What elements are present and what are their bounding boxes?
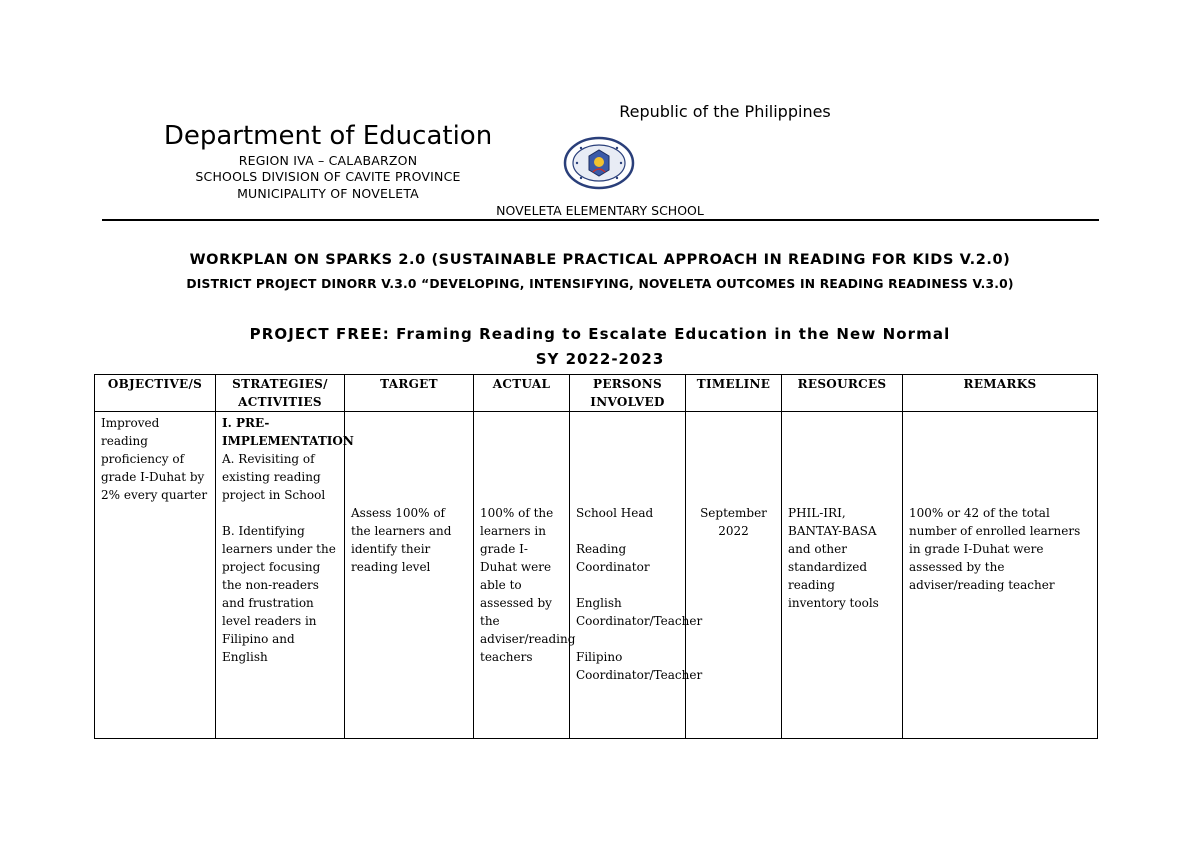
person-item: Filipino Coordinator/Teacher bbox=[576, 650, 703, 682]
actual-text: 100% of the learners in grade I-Duhat were able to assessed by the adviser/reading teachers bbox=[480, 506, 576, 664]
region-label: REGION IVA – CALABARZON bbox=[238, 153, 418, 168]
table-row bbox=[95, 412, 1098, 739]
target-text: Assess 100% of the learners and identify their reading level bbox=[351, 506, 452, 574]
school-year: SY 2022-2023 bbox=[535, 350, 665, 368]
table-header-row bbox=[95, 375, 1098, 412]
cell-objective: Improved reading proficiency of grade I-Duhat by 2% every quarter bbox=[95, 412, 216, 739]
header-objective: OBJECTIVE/S bbox=[95, 375, 216, 412]
header-timeline: TIMELINE bbox=[686, 375, 782, 412]
header-remarks: REMARKS bbox=[903, 375, 1098, 412]
header-strategies: STRATEGIES/ ACTIVITIES bbox=[216, 375, 345, 412]
person-item: English Coordinator/Teacher bbox=[576, 596, 703, 628]
header-resources: RESOURCES bbox=[782, 375, 903, 412]
header-divider bbox=[102, 219, 1099, 221]
republic-label: Republic of the Philippines bbox=[619, 102, 831, 121]
header-actual: ACTUAL bbox=[474, 375, 570, 412]
person-item: Reading Coordinator bbox=[576, 542, 650, 574]
district-project-title: DISTRICT PROJECT DINORR V.3.0 “DEVELOPING, INTENSIFYING, NOVELETA OUTCOMES IN READING READINESS V.3.0) bbox=[186, 277, 1014, 291]
cell-persons bbox=[570, 412, 703, 739]
strategy-heading: I. PRE-IMPLEMENTATION bbox=[222, 416, 354, 448]
cell-resources bbox=[782, 412, 903, 739]
header-target: TARGET bbox=[345, 375, 474, 412]
strategy-a: A. Revisiting of existing reading project in School bbox=[222, 452, 326, 502]
resources-text: PHIL-IRI, BANTAY-BASA and other standardized reading inventory tools bbox=[788, 506, 879, 610]
cell-remarks bbox=[903, 412, 1098, 739]
cell-actual bbox=[474, 412, 576, 739]
school-name: NOVELETA ELEMENTARY SCHOOL bbox=[496, 203, 704, 218]
cell-timeline bbox=[686, 412, 782, 739]
header-persons: PERSONS INVOLVED bbox=[570, 375, 686, 412]
cell-target bbox=[345, 412, 474, 739]
person-item: School Head bbox=[576, 506, 654, 520]
strategy-b: B. Identifying learners under the project focusing the non-readers and frustration level readers in Filipino and English bbox=[222, 524, 336, 664]
remarks-text: 100% or 42 of the total number of enrolled learners in grade I-Duhat were assessed by the adviser/reading teacher bbox=[909, 506, 1081, 592]
workplan-title: WORKPLAN ON SPARKS 2.0 (SUSTAINABLE PRACTICAL APPROACH IN READING FOR KIDS V.2.0) bbox=[189, 252, 1011, 268]
division-label: SCHOOLS DIVISION OF CAVITE PROVINCE bbox=[195, 169, 461, 184]
project-title: PROJECT FREE: Framing Reading to Escalate Education in the New Normal bbox=[249, 325, 951, 343]
workplan-table bbox=[94, 374, 1098, 739]
cell-strategies bbox=[216, 412, 354, 739]
deped-seal-icon bbox=[563, 136, 635, 190]
municipality-label: MUNICIPALITY OF NOVELETA bbox=[237, 186, 419, 201]
department-title: Department of Education bbox=[163, 121, 493, 151]
timeline-text: September 2022 bbox=[700, 506, 767, 538]
